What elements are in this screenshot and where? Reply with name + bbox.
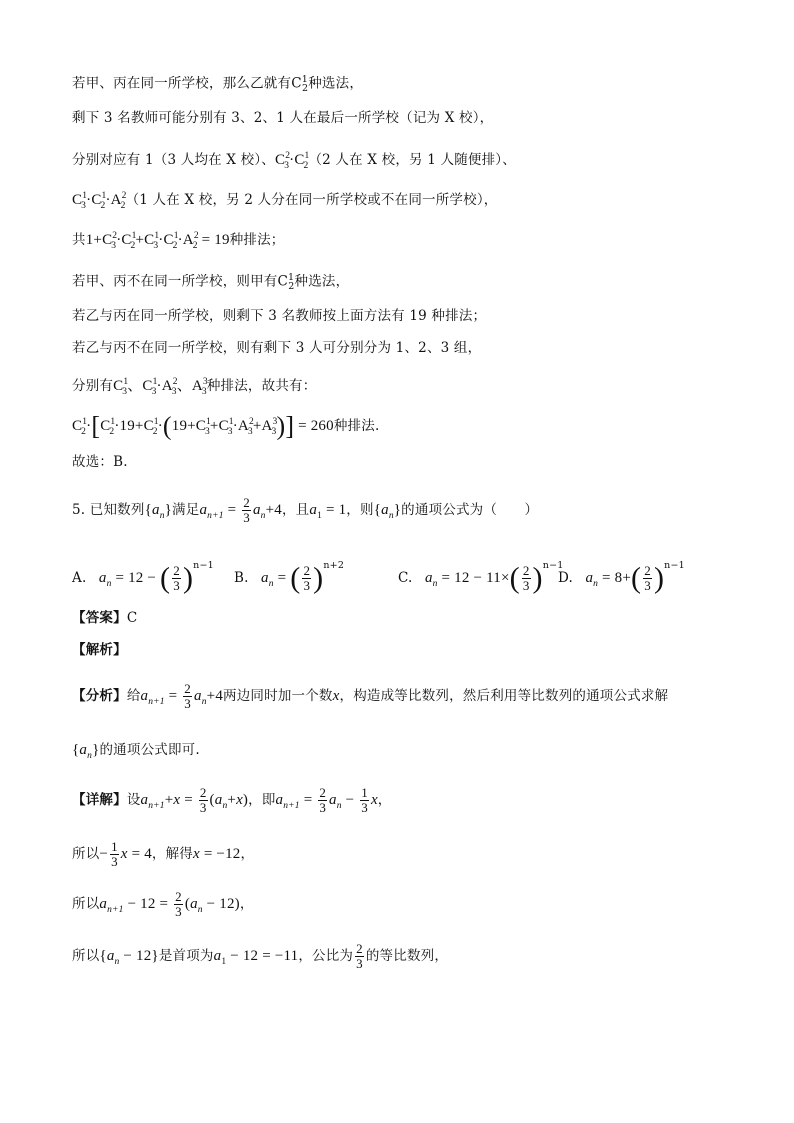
text-line-7: 若乙与丙在同一所学校，则剩下 3 名教师按上面方法有 19 种排法； xyxy=(72,308,487,324)
text-line-8: 若乙与丙不在同一所学校，则有剩下 3 人可分别分为 1、2、3 组， xyxy=(72,340,482,356)
text-line-9: 分别有$C^1_3$、$C^1_3\cdot A^2_3$、$A^3_3$种排法，故共有： xyxy=(72,377,317,397)
fenxi-line: 【分析】给$a_{n+1}$ = $\frac{2}{3}$ $a_n+4$两边同时加一个数x，构造成等比数列，然后利用等比数列的通项公式求解 xyxy=(72,681,669,711)
detail-line: 【详解】设$a_{n+1}+x$ = $\frac{2}{3}$ $(a_n+x)$，即$a_{n+1}$ = $\frac{2}{3}$ $a_n$ − $\frac{1}{3}$ x， xyxy=(72,785,392,815)
text-line-1: 若甲、丙在同一所学校，那么乙就有$C^1_2$种选法， xyxy=(72,74,364,95)
option-d[interactable]: D. $a_n = 8+$( $\frac{2}{3}$ )$^{n-1}$ xyxy=(558,560,685,595)
question-5-options xyxy=(72,556,722,595)
option-b[interactable]: B. $a_n$ = ( $\frac{2}{3}$ )$^{n+2}$ xyxy=(234,560,345,595)
option-a[interactable]: A. $a_n = 12$ − ( $\frac{2}{3}$ )$^{n-1}$ xyxy=(72,560,214,595)
text-line-5: 共$1+C^2_3\cdot C^1_2+C^1_3\cdot C^1_2\cdot A^2_2 = 19$种排法； xyxy=(72,231,285,251)
answer-tag: 【答案】 xyxy=(72,610,127,626)
answer-value: C xyxy=(126,610,138,626)
analysis-tag: 【解析】 xyxy=(72,642,127,658)
text-line-2: 剩下 3 名教师可能分别有 3、2、1 人在最后一所学校（记为 X 校）， xyxy=(72,110,494,126)
step-2: 所以$a_{n+1} - 12$ = $\frac{2}{3}$ $(a_n - 12)$， xyxy=(72,889,254,919)
text-line-11: 故选：B. xyxy=(72,454,128,470)
step-1: 所以− $\frac{1}{3}$ x = 4，解得x = −12， xyxy=(72,839,255,869)
text-line-3: 分别对应有 1（3 人均在 X 校）、$C^2_3\cdot C^1_2(2$ 人在 X 校，另 1 人随便排）、 xyxy=(72,151,516,171)
option-c[interactable]: C. $a_n = 12 - 11\times$( $\frac{2}{3}$ )$^{n-1}$ xyxy=(398,560,564,595)
step-3: 所以$\{a_n - 12\}$是首项为$a_1 - 12 = -11$，公比为 $\frac{2}{3}$ 的等比数列， xyxy=(72,941,449,971)
question-5-stem: 5. 已知数列$\{a_n\}$满足$a_{n+1}$ = $\frac{2}{3}$ $a_n+4$，且$a_1 = 1$，则$\{a_n\}$的通项公式为（ ） xyxy=(72,495,539,525)
text-line-4: $C^1_3\cdot C^1_2\cdot A^2_2(1$ 人在 X 校，另 2 人分在同一所学校或不在同一所学校）， xyxy=(72,191,498,211)
text-line-6: 若甲、丙不在同一所学校，则甲有$C^1_2$种选法， xyxy=(72,272,350,293)
fenxi-line-2: $\{a_n\}$的通项公式即可. xyxy=(72,742,200,761)
answer-line xyxy=(72,608,137,628)
text-line-10: $C^1_2\cdot[C^1_2\cdot 19+C^1_2\cdot(19+C^1_3+C^1_3\cdot A^2_3+A^3_3)] = 260$种排法. xyxy=(72,411,380,441)
